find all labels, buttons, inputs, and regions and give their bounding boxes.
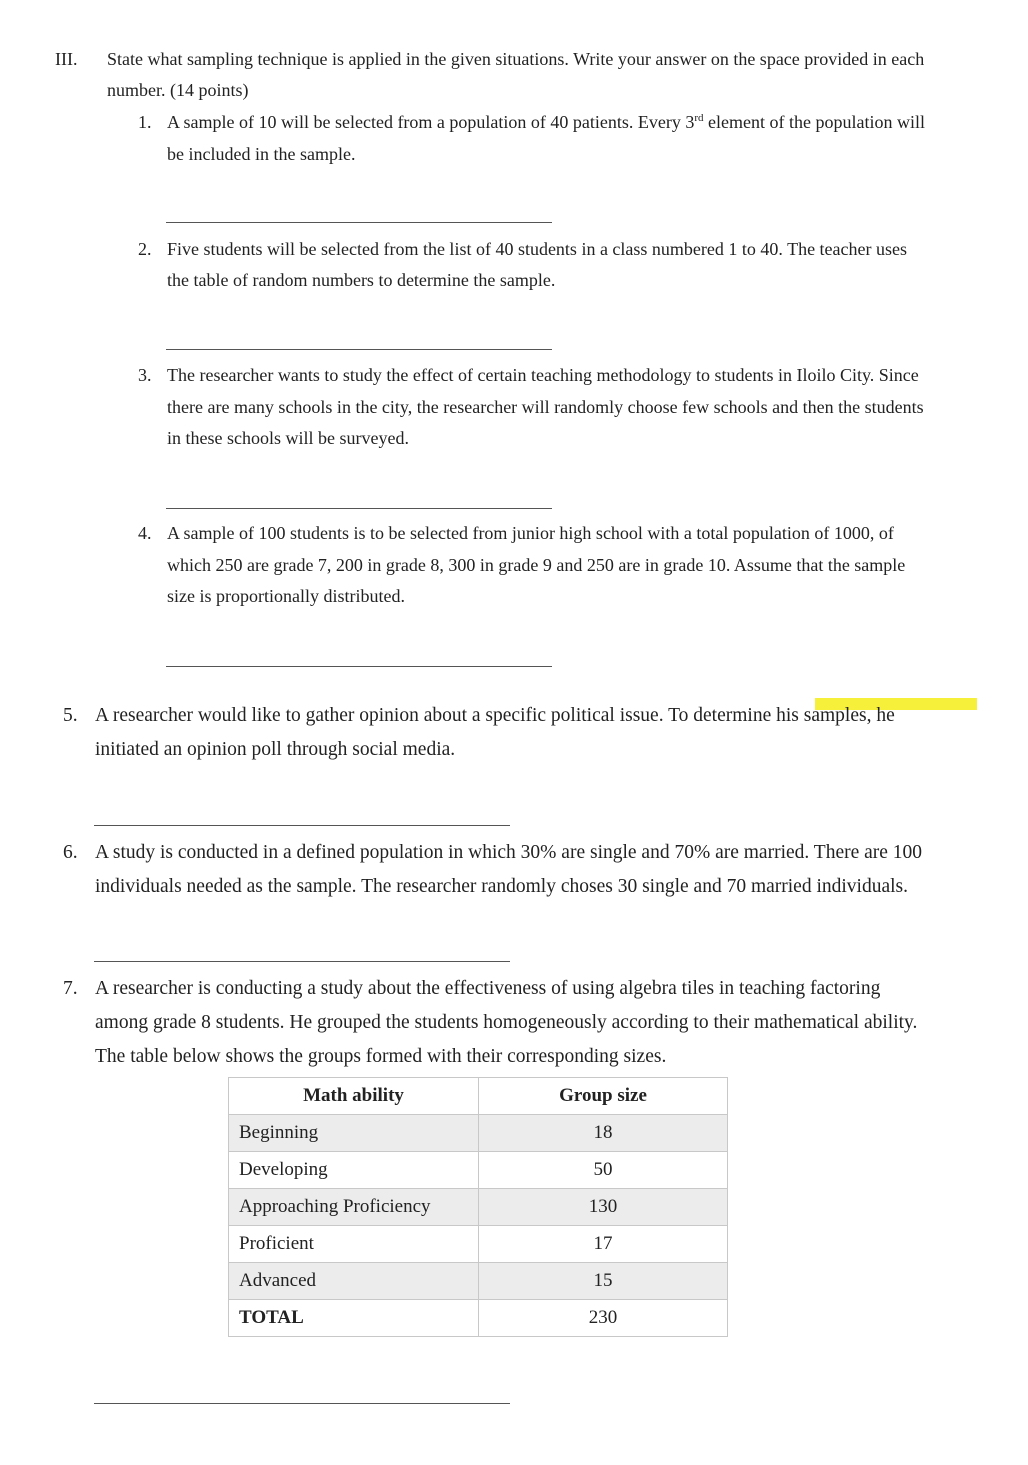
row-value: 15 bbox=[479, 1263, 728, 1300]
row-name: Beginning bbox=[229, 1115, 479, 1152]
table-row bbox=[229, 1263, 728, 1300]
table-total-row bbox=[229, 1300, 728, 1337]
superscript-rd: rd bbox=[694, 112, 704, 124]
item-text-line: A study is conducted in a defined population in which 30% are single and 70% are married. There are 100 bbox=[95, 842, 923, 863]
math-ability-table bbox=[228, 1077, 728, 1337]
item-text-line: The table below shows the groups formed with their corresponding sizes. bbox=[95, 1046, 667, 1067]
item-number: 2. bbox=[138, 239, 152, 259]
item-text-line: individuals needed as the sample. The researcher randomly choses 30 single and 70 married individuals. bbox=[95, 876, 908, 897]
answer-line-7[interactable] bbox=[94, 1403, 510, 1404]
instruction-line-2: number. (14 points) bbox=[107, 80, 249, 100]
row-name: Advanced bbox=[229, 1263, 479, 1300]
item-number: 5. bbox=[63, 705, 78, 726]
row-value: 130 bbox=[479, 1189, 728, 1226]
item-number: 1. bbox=[138, 112, 152, 132]
item-text-line: be included in the sample. bbox=[167, 144, 356, 164]
answer-line-6[interactable] bbox=[94, 961, 510, 962]
item-text-line: Five students will be selected from the list of 40 students in a class numbered 1 to 40. The teacher uses bbox=[167, 239, 908, 259]
answer-line-4[interactable] bbox=[166, 666, 552, 667]
item-1-line-1-suffix: element of the population will bbox=[703, 112, 925, 132]
row-name: Approaching Proficiency bbox=[229, 1189, 479, 1226]
answer-line-1[interactable] bbox=[166, 222, 552, 223]
row-value: 50 bbox=[479, 1152, 728, 1189]
answer-line-2[interactable] bbox=[166, 349, 552, 350]
section-numeral: III. bbox=[55, 49, 78, 69]
table-row bbox=[229, 1189, 728, 1226]
row-value: 230 bbox=[479, 1300, 728, 1337]
item-text-line: The researcher wants to study the effect of certain teaching methodology to students in Iloilo City. Since bbox=[167, 365, 919, 385]
item-number: 3. bbox=[138, 365, 152, 385]
item-text-line: size is proportionally distributed. bbox=[167, 586, 405, 606]
item-1-line-1-main: A sample of 10 will be selected from a population of 40 patients. Every 3 bbox=[167, 112, 695, 132]
row-value: 17 bbox=[479, 1226, 728, 1263]
table-row bbox=[229, 1226, 728, 1263]
item-number: 6. bbox=[63, 842, 78, 863]
item-text-line: A researcher would like to gather opinion about a specific political issue. To determine his samples, he bbox=[95, 705, 895, 726]
item-text-line: among grade 8 students. He grouped the students homogeneously according to their mathematical ability. bbox=[95, 1012, 918, 1033]
row-name: TOTAL bbox=[229, 1300, 479, 1337]
row-name: Proficient bbox=[229, 1226, 479, 1263]
item-text-line: in these schools will be surveyed. bbox=[167, 428, 409, 448]
item-text-line: initiated an opinion poll through social media. bbox=[95, 739, 456, 760]
table-row bbox=[229, 1115, 728, 1152]
row-name: Developing bbox=[229, 1152, 479, 1189]
header-math-ability: Math ability bbox=[229, 1078, 479, 1115]
answer-line-3[interactable] bbox=[166, 508, 552, 509]
item-text-line: there are many schools in the city, the researcher will randomly choose few schools and then the students bbox=[167, 397, 924, 417]
item-text-line: which 250 are grade 7, 200 in grade 8, 300 in grade 9 and 250 are in grade 10. Assume that the sample bbox=[167, 555, 906, 575]
item-text-line: A researcher is conducting a study about the effectiveness of using algebra tiles in teaching factoring bbox=[95, 978, 881, 999]
answer-line-5[interactable] bbox=[94, 825, 510, 826]
instruction-line-1: State what sampling technique is applied in the given situations. Write your answer on the space provided in each bbox=[107, 49, 925, 69]
item-text-line: A sample of 100 students is to be selected from junior high school with a total population of 1000, of bbox=[167, 523, 894, 543]
table-header-row bbox=[229, 1078, 728, 1115]
table-row bbox=[229, 1152, 728, 1189]
item-number: 4. bbox=[138, 523, 152, 543]
header-group-size: Group size bbox=[479, 1078, 728, 1115]
item-text-line bbox=[167, 113, 925, 131]
item-text-line: the table of random numbers to determine the sample. bbox=[167, 270, 556, 290]
item-number: 7. bbox=[63, 978, 78, 999]
row-value: 18 bbox=[479, 1115, 728, 1152]
